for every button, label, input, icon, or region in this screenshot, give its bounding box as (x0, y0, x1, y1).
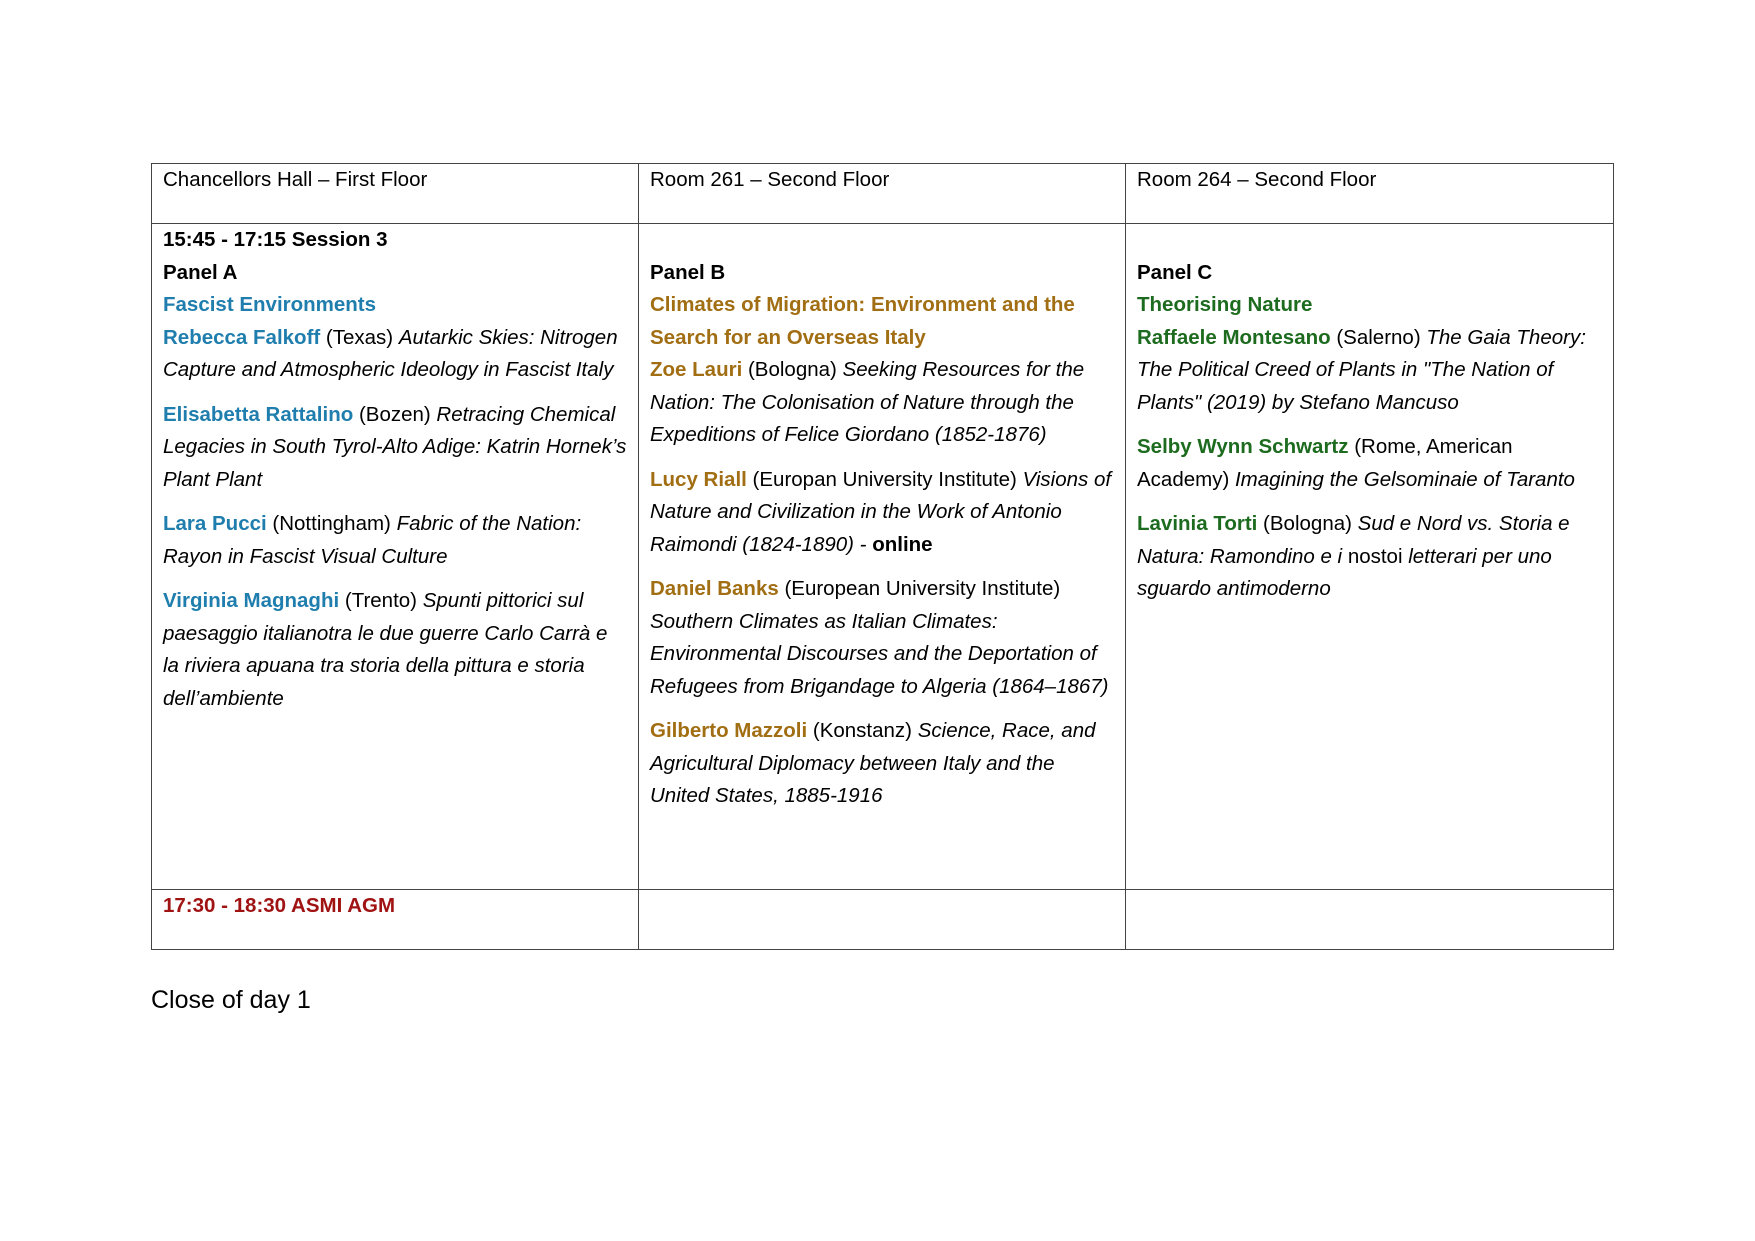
panel-c-cell (1126, 224, 1614, 890)
speaker-affiliation: (Europan University Institute) (746, 467, 1023, 491)
talk-item (650, 354, 1114, 452)
talk-title: Imagining the Gelsominaie of Taranto (1234, 467, 1575, 491)
panel-a-cell (152, 224, 639, 890)
speaker-affiliation: (Nottingham) (266, 512, 397, 535)
empty-cell (1126, 890, 1614, 950)
agm-cell (152, 890, 639, 950)
online-note: online (872, 532, 933, 556)
speaker-name: Virginia Magnaghi (163, 589, 340, 612)
agm-label: 17:30 - 18:30 ASMI AGM (163, 894, 396, 917)
speaker-name: Rebecca Falkoff (163, 325, 321, 349)
talk-item (650, 464, 1114, 562)
empty-cell (639, 890, 1126, 950)
talk-title: Southern Climates as Italian Climates: Environmental Discourses and the Deportation of Refugees from Brigandage to Algeria (1864–1867) (650, 609, 1109, 698)
session-row (152, 224, 1614, 890)
talk-title: letterari per uno sguardo antimoderno (1137, 544, 1552, 600)
panel-b-cell (639, 224, 1126, 890)
panel-label: Panel B (650, 260, 726, 284)
speaker-affiliation: (Texas) (320, 325, 399, 349)
talk-item (1137, 508, 1602, 606)
speaker-name: Lara Pucci (163, 512, 267, 535)
talk-item (650, 715, 1114, 813)
room-cell-264 (1126, 164, 1614, 224)
talk-title: Autarkic Skies: Nitrogen Capture and Atmospheric Ideology in Fascist Italy (163, 325, 618, 381)
speaker-name: Selby Wynn Schwartz (1137, 435, 1349, 458)
talk-item (163, 399, 627, 497)
speaker-affiliation: (Bozen) (353, 402, 437, 426)
closing-note: Close of day 1 (151, 986, 311, 1014)
session-time-label: 15:45 - 17:15 Session 3 (163, 228, 388, 251)
speaker-affiliation: (Bologna) (1257, 512, 1358, 535)
speaker-affiliation: (Konstanz) (807, 719, 918, 742)
speaker-name: Lucy Riall (650, 467, 747, 491)
speaker-name: Elisabetta Rattalino (163, 402, 354, 426)
rooms-row (152, 164, 1614, 224)
talk-item (163, 508, 627, 573)
spacer (650, 224, 1114, 257)
talk-title-roman: nostoi (1347, 544, 1403, 568)
agm-row (152, 890, 1614, 950)
speaker-affiliation: (European University Institute) (778, 577, 1061, 600)
talk-title: Retracing Chemical Legacies in South Tyrol-Alto Adige: Katrin Hornek’s Plant Plant (163, 402, 627, 491)
panel-theme: Theorising Nature (1137, 293, 1313, 316)
talk-item (1137, 431, 1602, 496)
room-name: Room 264 – Second Floor (1137, 168, 1377, 191)
talk-item (163, 585, 627, 715)
speaker-affiliation: (Bologna) (742, 358, 843, 381)
room-name: Chancellors Hall – First Floor (163, 168, 428, 191)
panel-theme: Climates of Migration: Environment and the Search for an Overseas Italy (650, 293, 1075, 349)
speaker-affiliation: (Rome, American Academy) (1137, 435, 1513, 491)
speaker-affiliation: (Salerno) (1330, 325, 1427, 349)
talk-item (1137, 322, 1602, 420)
panel-label: Panel C (1137, 260, 1213, 284)
panel-theme: Fascist Environments (163, 293, 377, 316)
talk-title: The Gaia Theory: The Political Creed of Plants in "The Nation of Plants" (2019) by Stefano Mancuso (1137, 325, 1586, 414)
room-name: Room 261 – Second Floor (650, 168, 890, 191)
talk-title: Sud e Nord vs. Storia e Natura: Ramondino e i (1137, 512, 1570, 568)
speaker-name: Zoe Lauri (650, 358, 743, 381)
talk-title: Fabric of the Nation: Rayon in Fascist Visual Culture (163, 512, 582, 568)
panel-label: Panel A (163, 260, 238, 284)
room-cell-261 (639, 164, 1126, 224)
conference-schedule-table (151, 163, 1614, 950)
room-cell-chancellors-hall (152, 164, 639, 224)
speaker-name: Lavinia Torti (1137, 512, 1258, 535)
talk-title: Seeking Resources for the Nation: The Colonisation of Nature through the Expeditions of Felice Giordano (1852-1876) (650, 358, 1085, 446)
talk-title: Visions of Nature and Civilization in the Work of Antonio Raimondi (1824-1890) - (650, 467, 1112, 556)
talk-title: Science, Race, and Agricultural Diplomacy between Italy and the United States, 1885-1916 (650, 719, 1096, 807)
speaker-name: Raffaele Montesano (1137, 325, 1331, 349)
spacer (1137, 224, 1602, 257)
speaker-name: Daniel Banks (650, 577, 779, 600)
talk-item (650, 573, 1114, 703)
talk-item (163, 322, 627, 387)
talk-title: Spunti pittorici sul paesaggio italianotra le due guerre Carlo Carrà e la riviera apuana tra storia della pittura e storia dell’ambiente (163, 589, 608, 710)
speaker-affiliation: (Trento) (339, 589, 423, 612)
speaker-name: Gilberto Mazzoli (650, 719, 808, 742)
